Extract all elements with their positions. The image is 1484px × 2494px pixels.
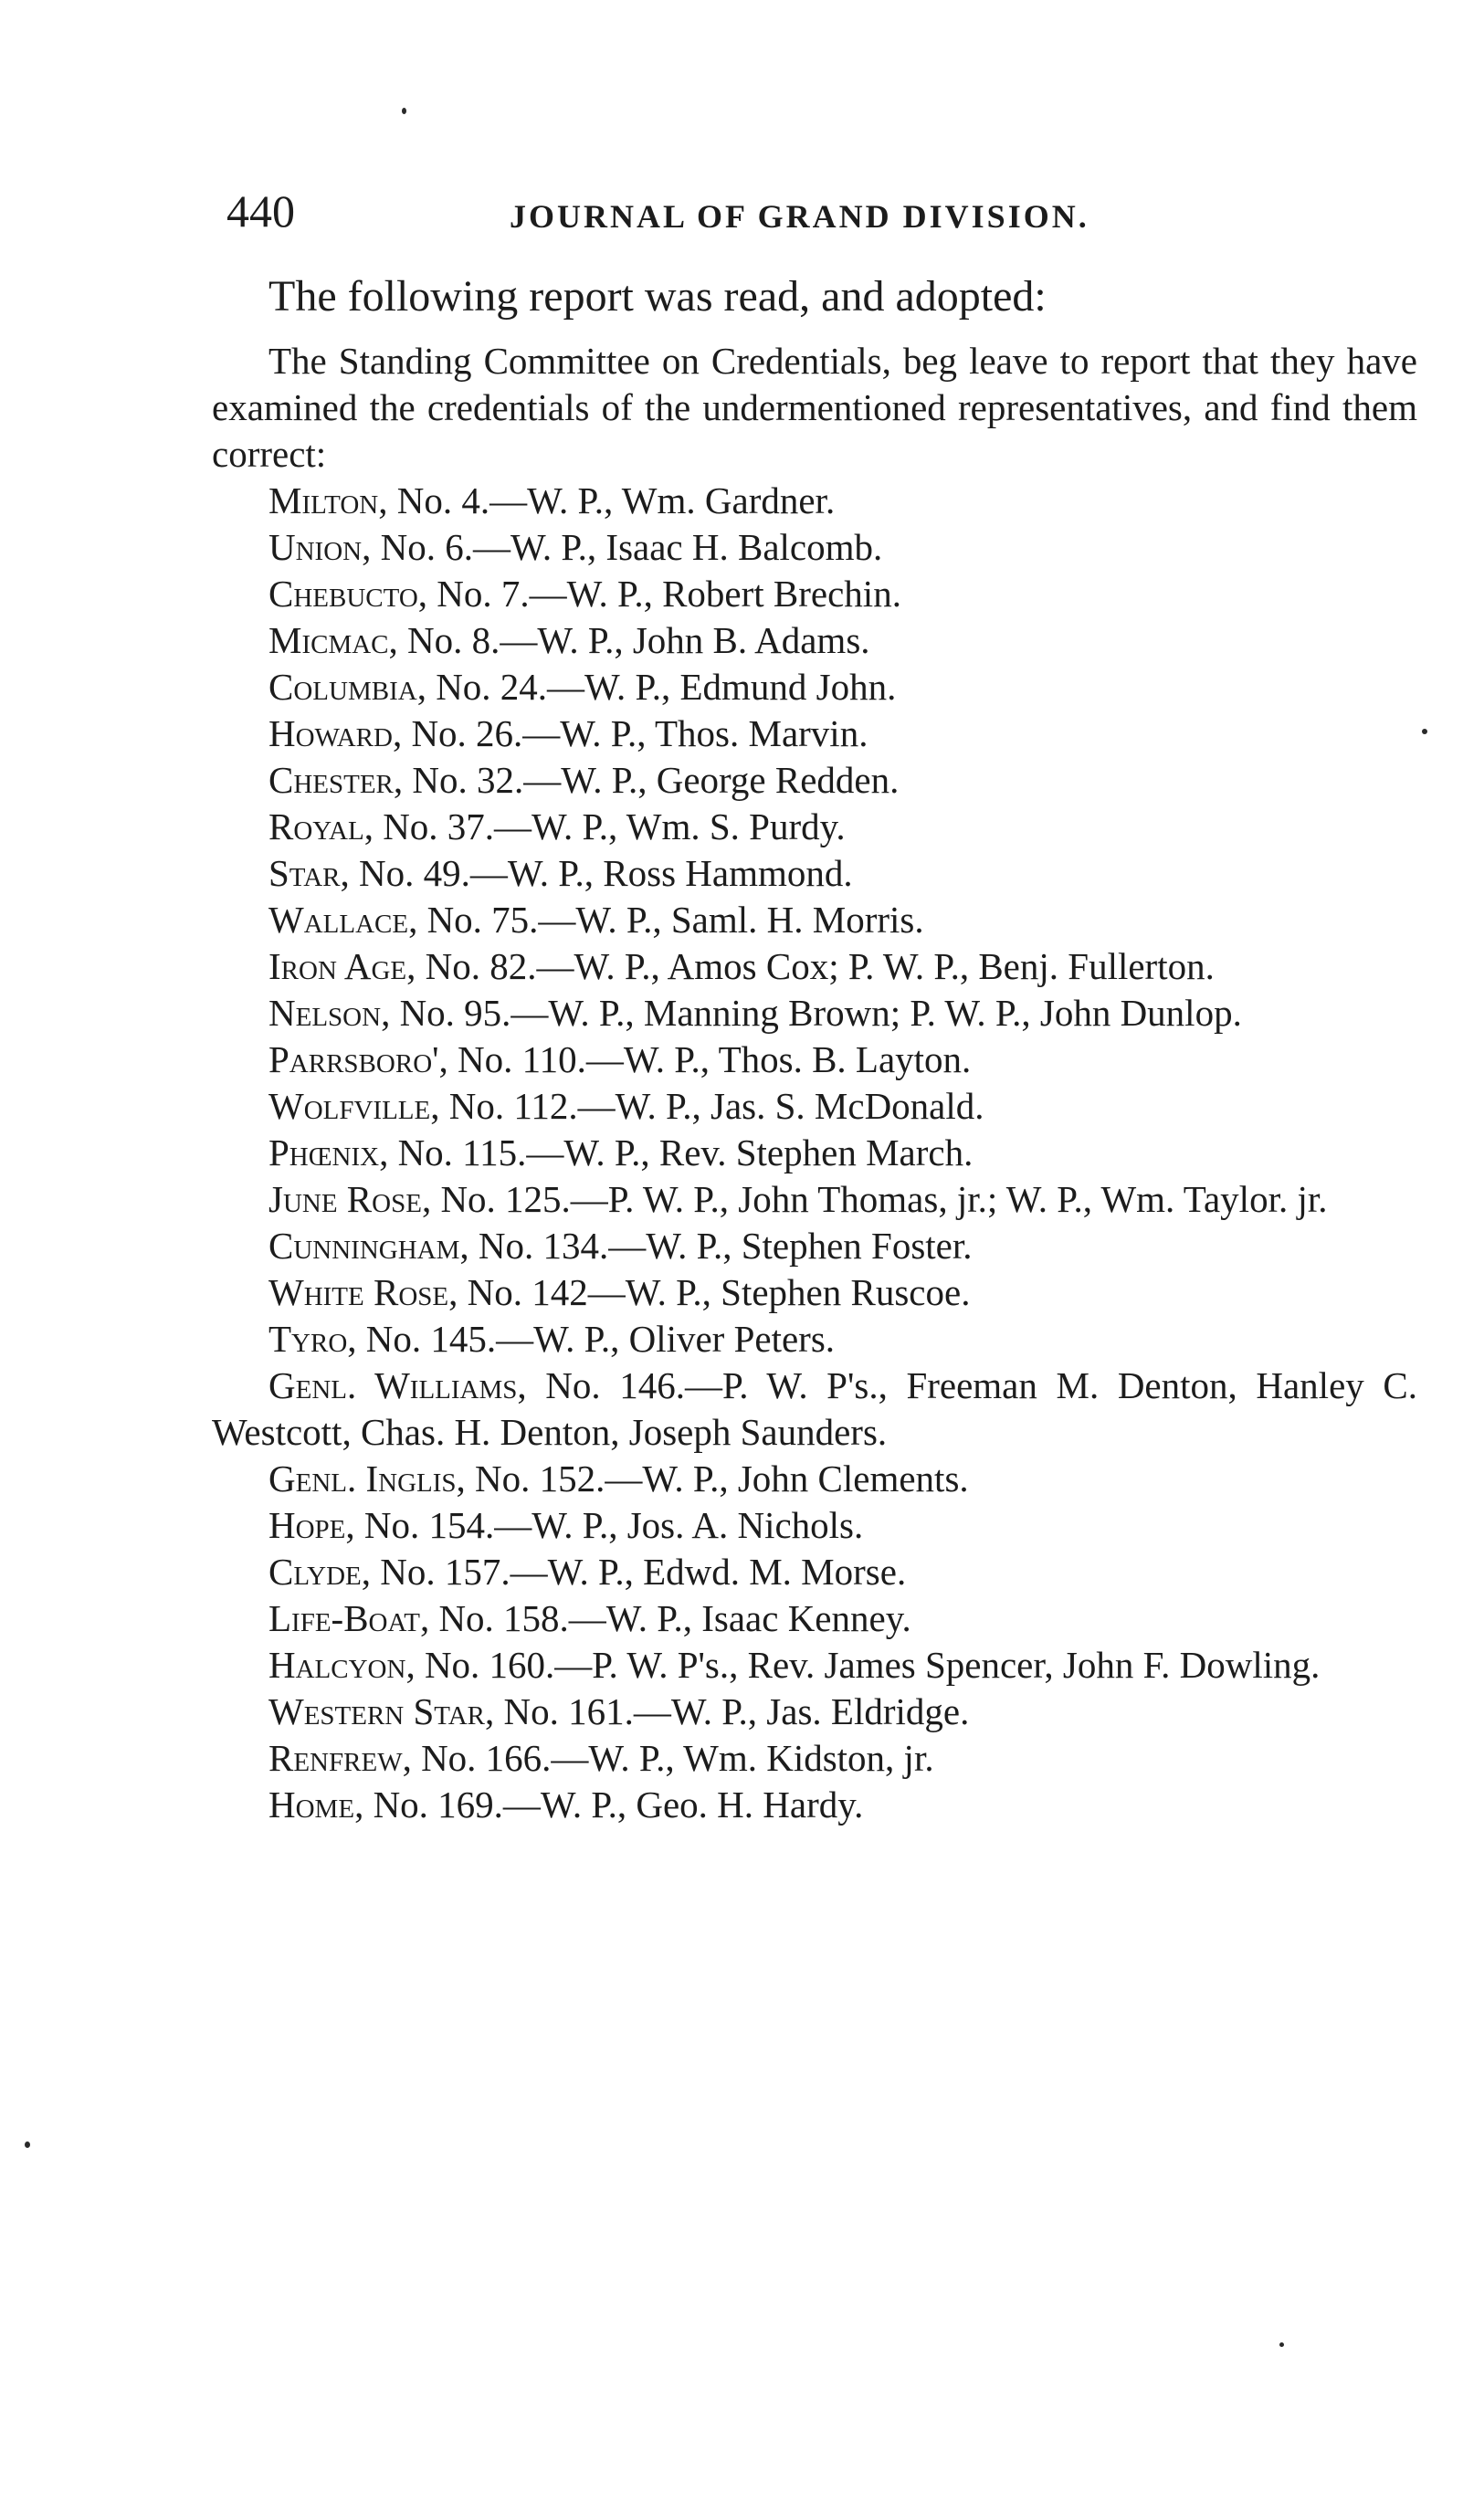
credential-entry xyxy=(212,1689,1417,1735)
lodge-name: Union xyxy=(268,526,363,568)
lodge-name: Howard xyxy=(268,712,393,754)
credential-entry xyxy=(212,757,1417,804)
representative-details: , No. 115.—W. P., Rev. Stephen March. xyxy=(379,1131,974,1173)
credential-entry xyxy=(212,478,1417,524)
credential-entry xyxy=(212,571,1417,617)
representative-details: , No. 8.—W. P., John B. Adams. xyxy=(388,619,870,661)
journal-title: JOURNAL OF GRAND DIVISION. xyxy=(510,198,1089,235)
lodge-name: Nelson xyxy=(268,992,382,1034)
representative-details: , No. 32.—W. P., George Redden. xyxy=(393,759,900,801)
page-number: 440 xyxy=(226,185,295,237)
lodge-name: Parrsboro' xyxy=(268,1038,439,1080)
lodge-name: Columbia xyxy=(268,666,417,708)
credential-entry xyxy=(212,664,1417,710)
print-speck xyxy=(25,2141,30,2148)
credential-entry xyxy=(212,804,1417,850)
lodge-name: Genl. Williams xyxy=(268,1364,518,1406)
credential-entry xyxy=(212,617,1417,664)
lodge-name: Chebucto xyxy=(268,573,418,615)
credential-entry xyxy=(212,1083,1417,1130)
representative-details: , No. 166.—W. P., Wm. Kidston, jr. xyxy=(402,1737,934,1779)
lodge-name: Royal xyxy=(268,805,364,847)
lodge-name: Chester xyxy=(268,759,394,801)
credential-entry xyxy=(212,1456,1417,1502)
representative-details: , No. 161.—W. P., Jas. Eldridge. xyxy=(485,1690,970,1732)
credential-entry xyxy=(212,1595,1417,1642)
lodge-name: Iron Age xyxy=(268,945,407,987)
representative-details: , No. 112.—W. P., Jas. S. McDonald. xyxy=(430,1085,984,1127)
report-intro: The following report was read, and adopted: xyxy=(268,272,1047,321)
credential-entry xyxy=(212,1782,1417,1828)
representative-details: , No. 4.—W. P., Wm. Gardner. xyxy=(378,479,836,521)
representative-details: , No. 154.—W. P., Jos. A. Nichols. xyxy=(345,1504,864,1546)
credential-entry xyxy=(212,943,1417,990)
lodge-name: Micmac xyxy=(268,619,389,661)
representative-details: , No. 142—W. P., Stephen Ruscoe. xyxy=(448,1271,971,1313)
representative-details: , No. 26.—W. P., Thos. Marvin. xyxy=(392,712,868,754)
credential-entry xyxy=(212,1735,1417,1782)
representative-details: , No. 158.—W. P., Isaac Kenney. xyxy=(419,1597,911,1639)
lodge-name: Milton xyxy=(268,479,379,521)
credential-entry xyxy=(212,850,1417,897)
credential-entry xyxy=(212,1642,1417,1689)
lodge-name: Halcyon xyxy=(268,1644,406,1686)
print-speck xyxy=(1422,729,1427,734)
representative-details: , No. 37.—W. P., Wm. S. Purdy. xyxy=(363,805,846,847)
representative-details: , No. 95.—W. P., Manning Brown; P. W. P., John Dunlop. xyxy=(381,992,1242,1034)
report-body xyxy=(212,265,1417,1828)
representative-details: , No. 152.—W. P., John Clements. xyxy=(456,1457,969,1500)
lodge-name: Star xyxy=(268,852,341,894)
lodge-name: Hope xyxy=(268,1504,346,1546)
credential-entry xyxy=(212,1130,1417,1176)
representative-details: , No. 146.—P. W. P's., Freeman M. Denton, Hanley C. Westcott, Chas. H. Denton, Joseph Saunders. xyxy=(212,1364,1417,1453)
credential-entry xyxy=(212,1363,1417,1456)
credentials-list xyxy=(212,478,1417,1828)
lodge-name: Renfrew xyxy=(268,1737,403,1779)
credential-entry xyxy=(212,1549,1417,1595)
representative-details: , No. 49.—W. P., Ross Hammond. xyxy=(340,852,853,894)
running-head xyxy=(226,179,1414,243)
credential-entry xyxy=(212,1223,1417,1269)
lodge-name: Wallace xyxy=(268,899,409,941)
credential-entry xyxy=(212,524,1417,571)
lodge-name: White Rose xyxy=(268,1271,449,1313)
lodge-name: Genl. Inglis xyxy=(268,1457,457,1500)
representative-details: , No. 75.—W. P., Saml. H. Morris. xyxy=(408,899,924,941)
representative-details: , No. 82.—W. P., Amos Cox; P. W. P., Benj. Fullerton. xyxy=(406,945,1215,987)
lodge-name: Western Star xyxy=(268,1690,485,1732)
credential-entry xyxy=(212,1037,1417,1083)
lodge-name: Tyro xyxy=(268,1318,348,1360)
representative-details: , No. 110.—W. P., Thos. B. Layton. xyxy=(438,1038,972,1080)
credential-entry xyxy=(212,990,1417,1037)
credential-entry xyxy=(212,1176,1417,1223)
print-speck xyxy=(1279,2342,1284,2347)
credential-entry xyxy=(212,1502,1417,1549)
lodge-name: Phœnix xyxy=(268,1131,380,1173)
lodge-name: June Rose xyxy=(268,1178,422,1220)
credential-entry xyxy=(212,1269,1417,1316)
representative-details: , No. 134.—W. P., Stephen Foster. xyxy=(459,1225,973,1267)
representative-details: , No. 6.—W. P., Isaac H. Balcomb. xyxy=(362,526,883,568)
lodge-name: Cunningham xyxy=(268,1225,460,1267)
representative-details: , No. 145.—W. P., Oliver Peters. xyxy=(347,1318,836,1360)
lodge-name: Clyde xyxy=(268,1551,362,1593)
lodge-name: Wolfville xyxy=(268,1085,431,1127)
lodge-name: Home xyxy=(268,1784,355,1826)
credential-entry xyxy=(212,1316,1417,1363)
representative-details: , No. 125.—P. W. P., John Thomas, jr.; W. P., Wm. Taylor. jr. xyxy=(421,1178,1328,1220)
credential-entry xyxy=(212,710,1417,757)
credential-entry xyxy=(212,897,1417,943)
representative-details: , No. 160.—P. W. P's., Rev. James Spencer, John F. Dowling. xyxy=(405,1644,1321,1686)
lodge-name: Life-Boat xyxy=(268,1597,420,1639)
representative-details: , No. 7.—W. P., Robert Brechin. xyxy=(417,573,901,615)
representative-details: , No. 169.—W. P., Geo. H. Hardy. xyxy=(354,1784,864,1826)
representative-details: , No. 24.—W. P., Edmund John. xyxy=(416,666,897,708)
print-speck xyxy=(402,108,406,114)
representative-details: , No. 157.—W. P., Edwd. M. Morse. xyxy=(361,1551,907,1593)
report-paragraph: The Standing Committee on Credentials, beg leave to report that they have examined the credentials of the undermentioned representatives, and find them correct: xyxy=(212,340,1417,475)
